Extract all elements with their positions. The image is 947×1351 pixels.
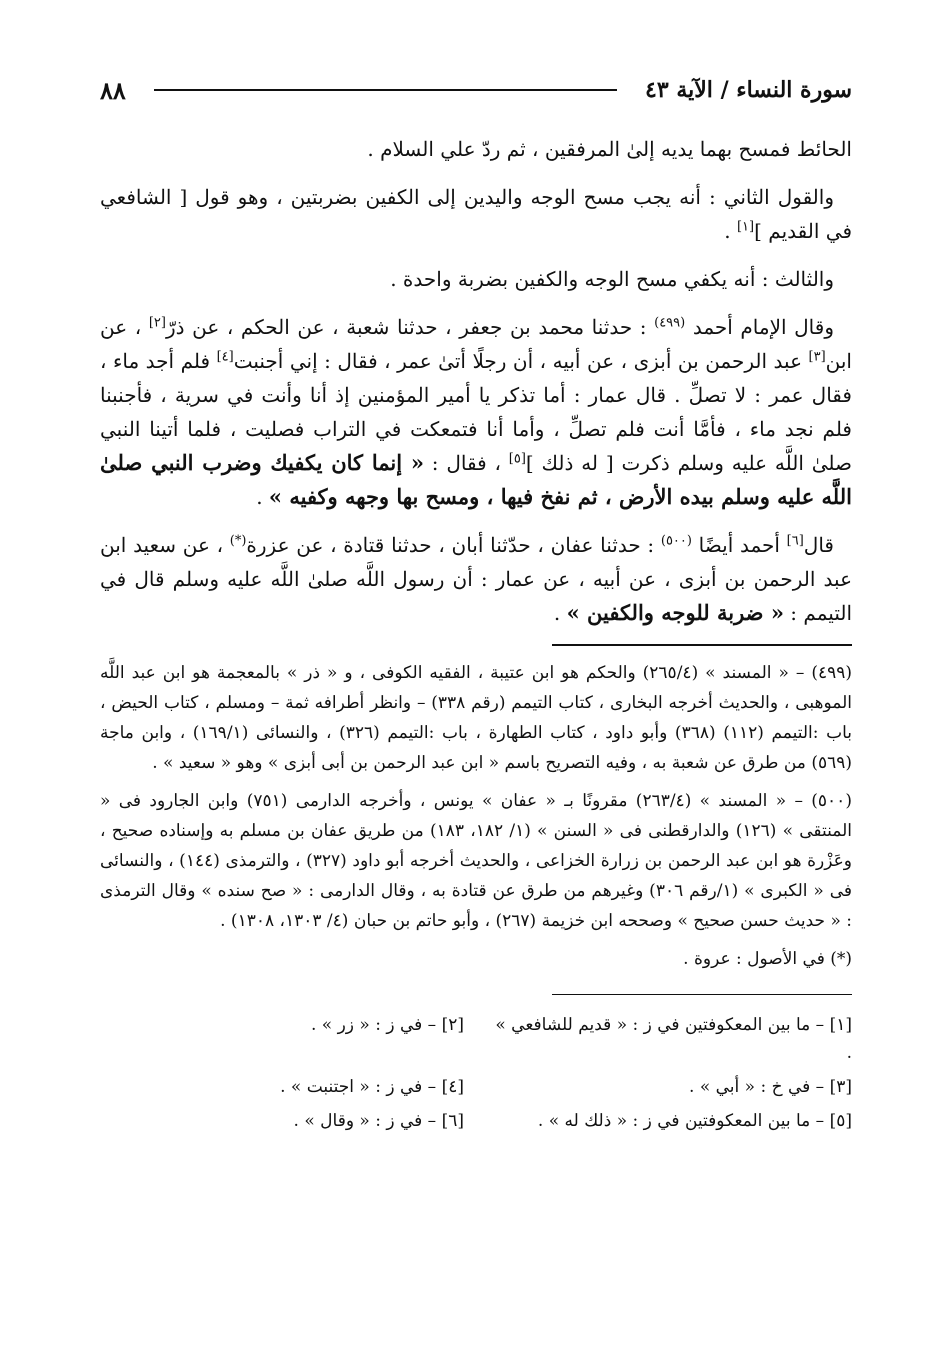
main-text: [100, 132, 852, 630]
footnote-500: (٥٠٠) – « المسند » (٢٦٣/٤) مقرونًا بـ « عفان » يونس ، وأخرجه الدارمى (٧٥١) وابن الجارود فى « المنتقى » (١٢٦) والدارقطنى فى « السنن » (١/ ١٨٢، ١٨٣) من طريق عفان بن مسلم به وإسناده صحيح ، وعَزْرة هو ابن عبد الرحمن بن زرارة الخزاعى ، والحديث أخرجه أبو داود (٣٢٧) ، والترمذى (١٤٤) ، والنسائى فى « الكبرى » (١/رقم ٣٠٦) وغيرهم من طرق عن قتادة به ، وقال الدارمى : « صح سنده » وقال الترمذى : « حديث حسن صحيح » وصححه ابن خزيمة (٢٦٧) ، وأبو حاتم بن حبان (٤/ ١٣٠٣، ١٣٠٨) .: [100, 791, 853, 931]
variant-note: [٤] – في ز : « اجتنبت » .: [280, 1077, 464, 1097]
footnote-star: (*) في الأصول : عروة .: [683, 949, 852, 969]
text-run: .: [553, 601, 567, 625]
footnote-499: (٤٩٩) – « المسند » (٢٦٥/٤) والحكم هو ابن عتيبة ، الفقيه الكوفى ، و « ذر » بالمعجمة هو ابن عبد اللَّه الموهبى ، والحديث أخرجه البخارى ، كتاب التيمم (رقم ٣٣٨) – وانظر أطرافه ثمة – ومسلم ، كتاب الحيض ، باب :التيمم (١١٢) (٣٦٨) وأبو داود ، كتاب الطهارة ، باب :التيمم (٣٢٦) ، والنسائى (١٦٩/١) ، وابن ماجة (٥٦٩) من طرق عن شعبة به ، وفيه التصريح باسم « ابن عبد الرحمن بن أبى أبزى » وهو « سعيد » .: [100, 663, 853, 773]
footnote-ref: (٤٩٩): [654, 315, 686, 331]
text-run: وقال الإمام أحمد: [685, 315, 834, 339]
header-rule: [154, 89, 617, 91]
text-run: .: [256, 485, 269, 509]
variant-ref: [٤]: [216, 349, 234, 365]
text-run: ، فقال :: [423, 451, 509, 475]
footnote-ref: (*): [229, 533, 247, 549]
variant-note: [١] – ما بين المعكوفتين في ز : « قديم للشافعي » .: [495, 1015, 852, 1063]
hadith-quote: « ضربة للوجه والكفين »: [566, 600, 784, 625]
variant-ref: [١]: [736, 219, 755, 235]
paragraph-1: الحائط فمسح بهما يديه إلىٰ المرفقين ، ثم ردّ علي السلام .: [367, 137, 852, 161]
book-page: [100, 70, 852, 1135]
text-run: : حدثنا عفان ، حدّثنا أبان ، حدثنا قتادة ، عن عزرة: [246, 533, 661, 557]
variant-ref: [٦]: [786, 533, 804, 549]
text-run: ، عن سعيد ابن عبد الرحمن بن أبزى ، عن أبيه ، عن عمار : أن رسول اللَّه صلىٰ اللَّه عليه وسلم قال في التيمم :: [100, 533, 852, 625]
paragraph-5: [100, 528, 852, 630]
variant-note: [٥] – ما بين المعكوفتين في ز : « ذلك له » .: [537, 1111, 852, 1131]
text-run: .: [724, 219, 737, 243]
variant-note: [٢] – في ز : « زر » .: [310, 1015, 464, 1035]
page-header: [100, 70, 852, 110]
variant-ref: [٥]: [508, 451, 526, 467]
page-number: ٨٨: [100, 75, 126, 105]
variant-notes: [100, 1011, 852, 1135]
variant-note: [٣] – في خ : « أبي » .: [689, 1077, 852, 1097]
variant-ref: [٣]: [808, 349, 826, 365]
footnotes: [100, 658, 852, 974]
text-run: فلم أجد ماء ، فقال عمر : لا تصلِّ . قال عمار : أما تذكر يا أمير المؤمنين إذ أنا وأنت في سرية ، فأجنبنا فلم نجد ماء ، فأمَّا أنت فلم تصلِّ ، وأما أنا فتمعكت في التراب فصليت ، فلما أتينا النبي صلىٰ اللَّه عليه وسلم ذكرت [ له ذلك ]: [100, 349, 852, 475]
paragraph-2: [100, 180, 852, 248]
footnote-divider: [552, 644, 852, 646]
variant-note: [٦] – في ز : « وقال » .: [293, 1111, 464, 1131]
hadith-quote: « إنما كان يكفيك وضرب النبي صلىٰ اللَّه عليه وسلم بيده الأرض ، ثم نفخ فيها ، ومسح بها وجهه وكفيه »: [100, 450, 852, 509]
text-run: أحمد أيضًا: [691, 533, 787, 557]
paragraph-3: والثالث : أنه يكفي مسح الوجه والكفين بضربة واحدة .: [390, 267, 834, 291]
variants-divider: [552, 994, 852, 995]
running-title: سورة النساء / الآية ٤٣: [645, 77, 852, 103]
text-run: : حدثنا محمد بن جعفر ، حدثنا شعبة ، عن الحكم ، عن ذرّ: [165, 315, 655, 339]
paragraph-4: [100, 310, 852, 514]
variant-ref: [٢]: [148, 315, 166, 331]
text-run: قال: [803, 533, 834, 557]
text-run: والقول الثاني : أنه يجب مسح الوجه واليدين إلى الكفين بضربتين ، وهو قول [ الشافعي في القديم ]: [100, 185, 852, 243]
text-run: ، عن ابن: [100, 315, 852, 373]
footnote-ref: (٥٠٠): [660, 533, 692, 549]
text-run: عبد الرحمن بن أبزى ، عن أبيه ، أن رجلًا أتىٰ عمر ، فقال : إني أجنبت: [233, 349, 809, 373]
